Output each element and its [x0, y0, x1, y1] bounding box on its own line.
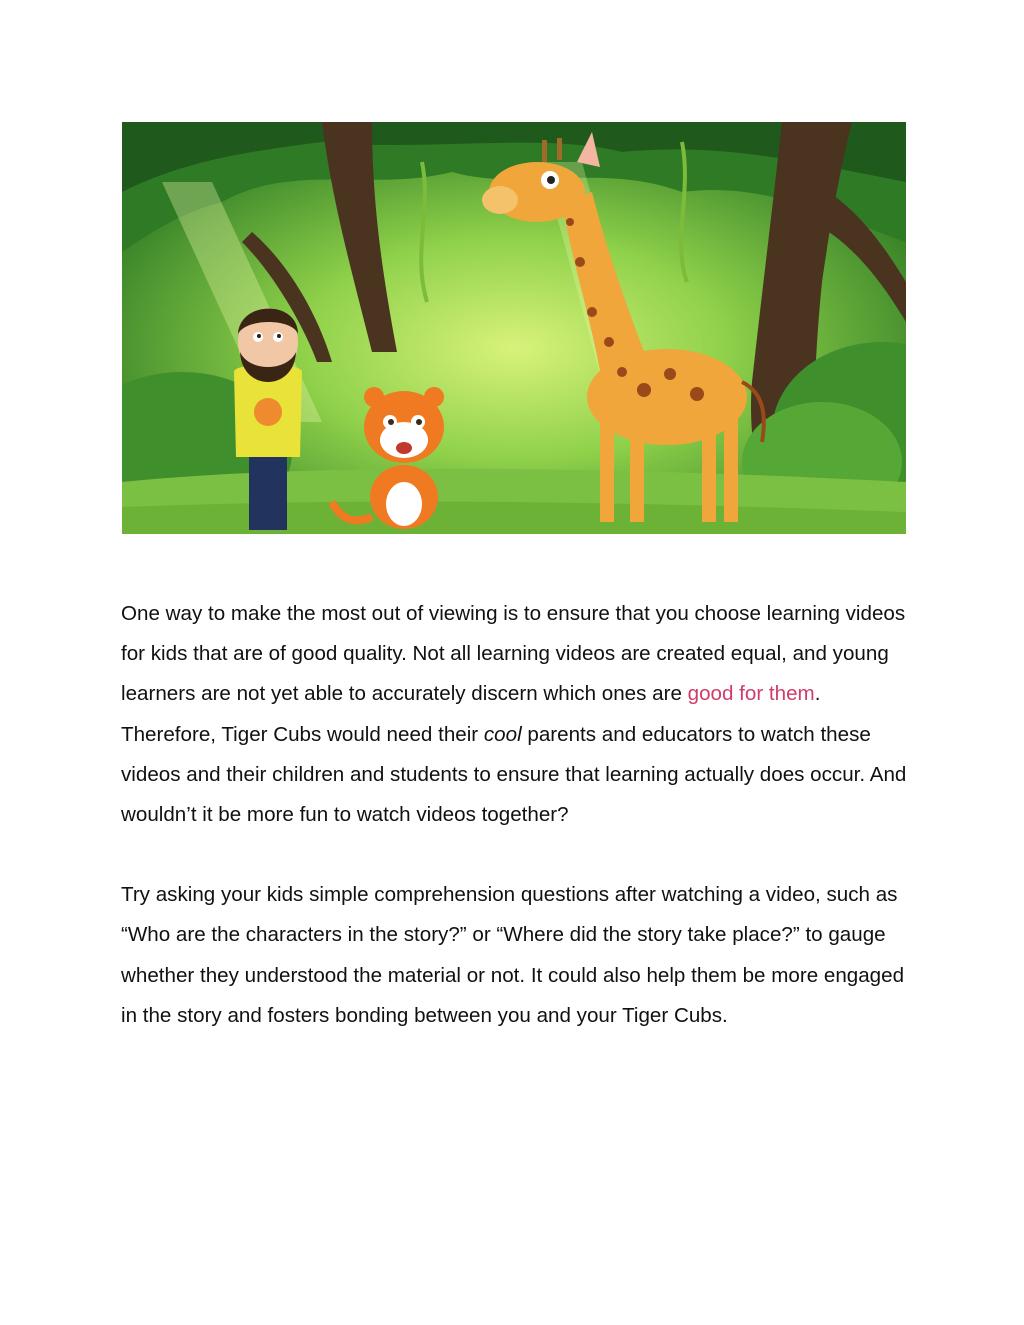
paragraph-1-part-2: . Therefore, Tiger Cubs would need their [121, 682, 821, 746]
paragraph-1-part-3: parents and educators to watch these videos and their children and students to ensure that learning actually does occur. And wouldn’t it be more fun to watch videos together? [121, 722, 907, 827]
jungle-scene-art [122, 122, 906, 534]
paragraph-comprehension-questions: Try asking your kids simple comprehension questions after watching a video, such as “Who are the characters in the story?” or “Where did the story take place?” to gauge whether they understood the material or not. It could also help them be more engaged in the story and fosters bonding between you and your Tiger Cubs. [121, 883, 905, 1027]
cool-emphasis: cool [483, 722, 522, 746]
good-for-them-link[interactable]: good for them [687, 682, 815, 706]
paragraph-viewing-quality [121, 594, 911, 835]
article-body [121, 594, 911, 1036]
jungle-illustration [122, 122, 906, 534]
paragraph-1-part-1: One way to make the most out of viewing is to ensure that you choose learning videos for kids that are of good quality. Not all learning videos are created equal, and young learners are not yet able to accurately discern which ones are [121, 602, 906, 706]
